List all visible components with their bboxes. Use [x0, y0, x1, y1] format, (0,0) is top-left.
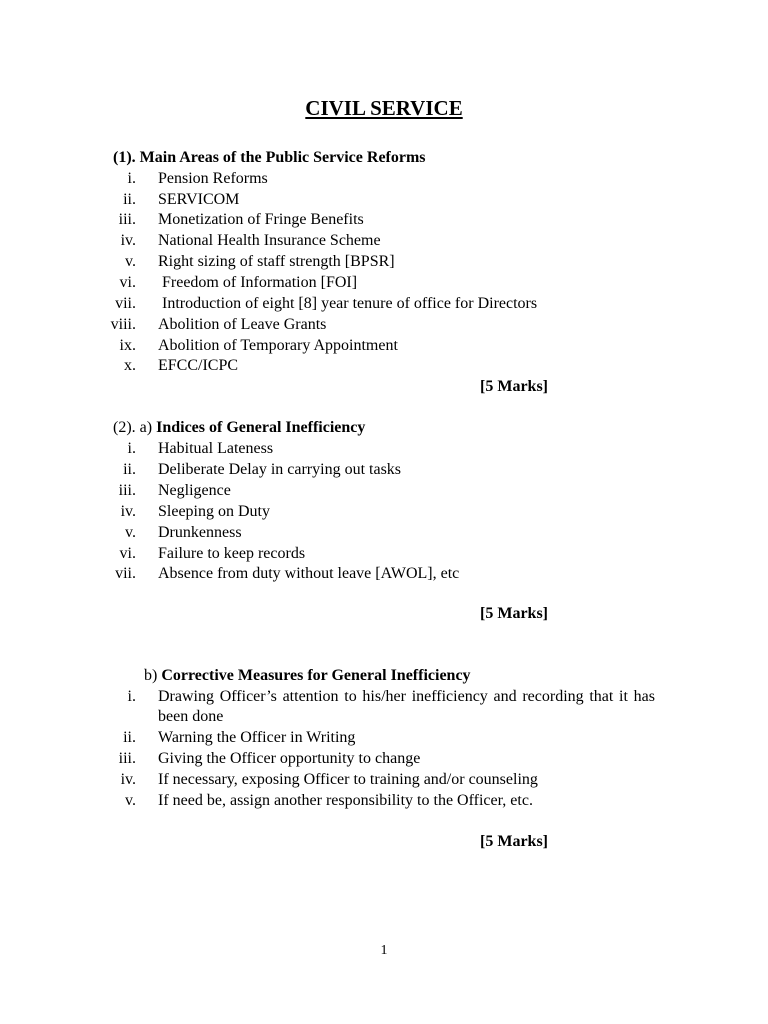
item-number: x. — [124, 357, 136, 374]
item-text: Drawing Officer’s attention to his/her inefficiency and recording that it has been done — [158, 688, 655, 725]
item-text: Absence from duty without leave [AWOL], etc — [158, 565, 460, 582]
item-number: v. — [125, 524, 136, 541]
item-number: iii. — [118, 482, 136, 499]
item-number: iv. — [120, 771, 136, 788]
item-number: i. — [127, 170, 136, 187]
item-text: If necessary, exposing Officer to training and/or counseling — [158, 771, 538, 788]
item-text: Sleeping on Duty — [158, 503, 270, 520]
item-number: v. — [125, 253, 136, 270]
item-number: ii. — [123, 461, 136, 478]
item-text: Pension Reforms — [158, 170, 268, 187]
item-text: If need be, assign another responsibility to the Officer, etc. — [158, 792, 533, 809]
section-2b-heading — [144, 666, 471, 686]
section-1-heading-text: (1). Main Areas of the Public Service Reforms — [113, 149, 426, 166]
item-text: Abolition of Temporary Appointment — [158, 337, 398, 354]
item-text: Abolition of Leave Grants — [158, 316, 327, 333]
item-text: Negligence — [158, 482, 231, 499]
item-number: ii. — [123, 191, 136, 208]
item-text: Freedom of Information [FOI] — [158, 274, 358, 291]
item-number: ix. — [119, 337, 136, 354]
section-2a-heading-text: Indices of General Inefficiency — [156, 419, 366, 436]
item-number: i. — [127, 440, 136, 457]
item-number: vi. — [119, 274, 136, 291]
item-number: iii. — [118, 750, 136, 767]
document-title: CIVIL SERVICE — [305, 96, 463, 120]
section-2b-prefix: b) — [144, 667, 162, 684]
section-2b-marks: [5 Marks] — [480, 833, 548, 850]
list-item — [0, 687, 660, 727]
item-text: EFCC/ICPC — [158, 357, 239, 374]
item-text: SERVICOM — [158, 191, 240, 208]
item-text: Right sizing of staff strength [BPSR] — [158, 253, 395, 270]
section-2a-prefix: (2). a) — [113, 419, 157, 436]
section-2b-heading-text: Corrective Measures for General Inefficiency — [161, 667, 471, 684]
item-number: i. — [127, 688, 136, 705]
page-number: 1 — [380, 943, 388, 958]
item-number: vi. — [119, 545, 136, 562]
item-number: iii. — [118, 211, 136, 228]
item-text: Drunkenness — [158, 524, 242, 541]
item-text: Giving the Officer opportunity to change — [158, 750, 421, 767]
section-2a-marks: [5 Marks] — [480, 605, 548, 622]
item-number: viii. — [110, 316, 136, 333]
section-1-heading — [113, 148, 426, 168]
item-number: iv. — [120, 232, 136, 249]
item-text: Habitual Lateness — [158, 440, 274, 457]
item-number: ii. — [123, 729, 136, 746]
item-text: Introduction of eight [8] year tenure of office for Directors — [158, 295, 538, 312]
item-number: vii. — [115, 295, 136, 312]
item-text: Warning the Officer in Writing — [158, 729, 356, 746]
item-number: v. — [125, 792, 136, 809]
section-1-marks: [5 Marks] — [480, 378, 548, 395]
item-text: Failure to keep records — [158, 545, 306, 562]
item-text: National Health Insurance Scheme — [158, 232, 381, 249]
item-text: Monetization of Fringe Benefits — [158, 211, 364, 228]
section-2a-heading — [113, 418, 365, 438]
item-number: vii. — [115, 565, 136, 582]
item-text: Deliberate Delay in carrying out tasks — [158, 461, 402, 478]
item-number: iv. — [120, 503, 136, 520]
